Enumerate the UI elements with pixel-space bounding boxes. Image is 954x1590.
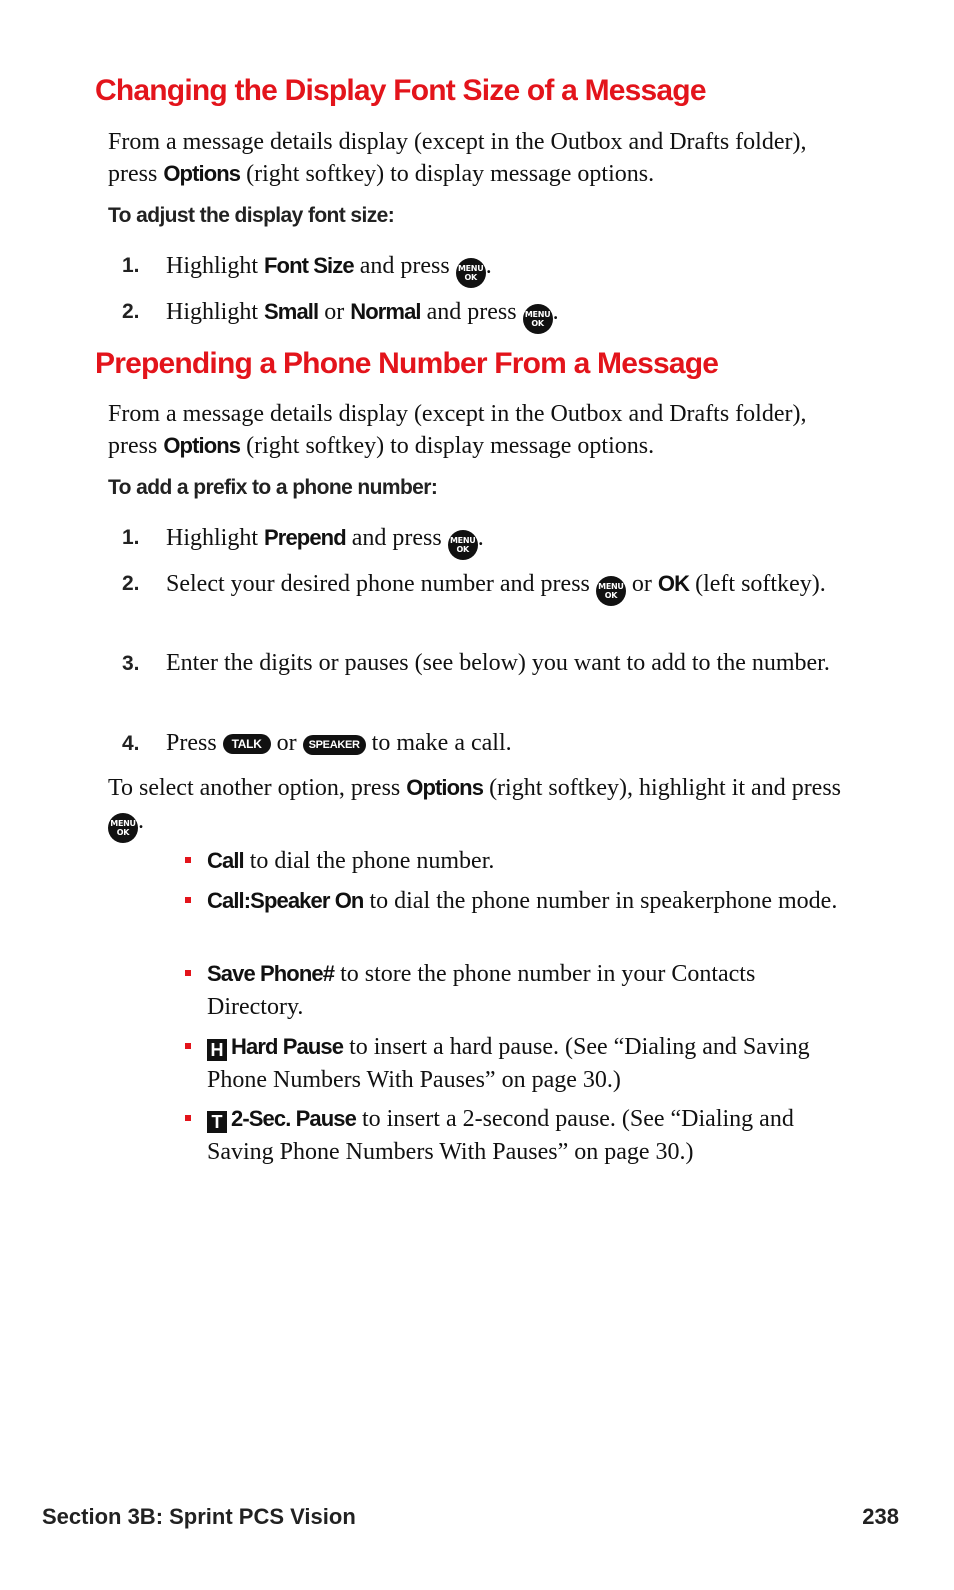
two-second-pause-key-icon: T bbox=[207, 1111, 227, 1133]
menu-ok-key-icon: MENU OK bbox=[523, 304, 553, 334]
section2-other-options: To select another option, press Options (right softkey), highlight it and press MENU OK . bbox=[108, 771, 848, 843]
bullet-square-icon bbox=[185, 970, 191, 976]
menu-ok-key-icon: MENU OK bbox=[108, 813, 138, 843]
hard-pause-key-icon: H bbox=[207, 1039, 227, 1061]
footer-page-number: 238 bbox=[862, 1504, 899, 1529]
section-title-font-size: Changing the Display Font Size of a Message bbox=[95, 74, 706, 107]
talk-key-icon: TALK bbox=[223, 734, 271, 754]
footer-section-label: Section 3B: Sprint PCS Vision bbox=[42, 1504, 356, 1529]
section1-subheading: To adjust the display font size: bbox=[108, 204, 395, 227]
section1-intro: From a message details display (except in the Outbox and Drafts folder), press Options (right softkey) to display message options. bbox=[108, 129, 807, 187]
bullet-square-icon bbox=[185, 1115, 191, 1121]
menu-ok-key-icon: MENU OK bbox=[448, 530, 478, 560]
section-title-prepending: Prepending a Phone Number From a Message bbox=[95, 347, 719, 380]
bullet-square-icon bbox=[185, 897, 191, 903]
menu-ok-key-icon: MENU OK bbox=[456, 258, 486, 288]
section2-subheading: To add a prefix to a phone number: bbox=[108, 476, 438, 499]
section2-intro: From a message details display (except in the Outbox and Drafts folder), press Options (right softkey) to display message options. bbox=[108, 401, 807, 459]
bullet-square-icon bbox=[185, 1043, 191, 1049]
menu-ok-key-icon: MENU OK bbox=[596, 576, 626, 606]
speaker-key-icon: SPEAKER bbox=[303, 735, 366, 755]
bullet-square-icon bbox=[185, 857, 191, 863]
